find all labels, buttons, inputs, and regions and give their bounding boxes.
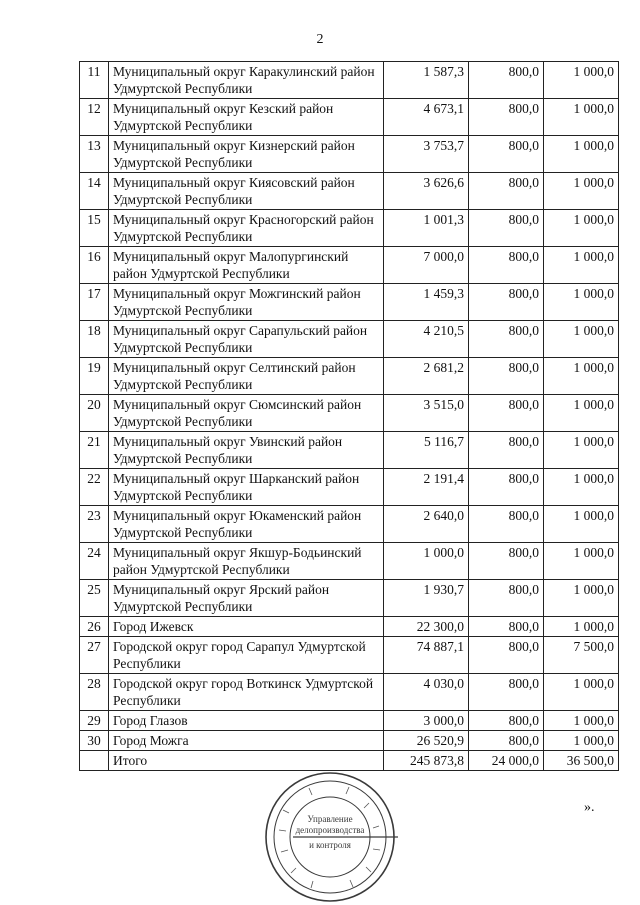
value-1-cell: 74 887,1 — [384, 637, 469, 674]
value-1-cell: 4 673,1 — [384, 99, 469, 136]
municipality-name-cell: Город Можга — [109, 731, 384, 751]
municipality-name-cell: Город Глазов — [109, 711, 384, 731]
row-number-cell: 19 — [80, 358, 109, 395]
value-2-cell: 800,0 — [469, 580, 544, 617]
table-row — [80, 62, 619, 99]
value-3-cell: 1 000,0 — [544, 358, 619, 395]
table-row — [80, 99, 619, 136]
table-row — [80, 580, 619, 617]
value-1-cell: 2 640,0 — [384, 506, 469, 543]
svg-text:Управление: Управление — [307, 814, 353, 824]
value-3-cell: 1 000,0 — [544, 247, 619, 284]
table-row — [80, 321, 619, 358]
table-row — [80, 674, 619, 711]
value-2-cell: 800,0 — [469, 247, 544, 284]
value-2-cell: 800,0 — [469, 62, 544, 99]
value-3-cell: 1 000,0 — [544, 321, 619, 358]
value-1-cell: 4 210,5 — [384, 321, 469, 358]
value-2-cell: 800,0 — [469, 395, 544, 432]
table-row — [80, 358, 619, 395]
value-2-cell: 800,0 — [469, 506, 544, 543]
municipality-name-cell: Муниципальный округ Сюмсинский район Удмуртской Республики — [109, 395, 384, 432]
row-number-cell: 25 — [80, 580, 109, 617]
table-row — [80, 543, 619, 580]
municipality-name-cell: Муниципальный округ Красногорский район Удмуртской Республики — [109, 210, 384, 247]
table-row — [80, 210, 619, 247]
table-row — [80, 395, 619, 432]
total-value-1: 245 873,8 — [384, 751, 469, 771]
row-number-cell: 16 — [80, 247, 109, 284]
value-3-cell: 1 000,0 — [544, 506, 619, 543]
value-2-cell: 800,0 — [469, 469, 544, 506]
total-number-cell — [80, 751, 109, 771]
municipality-name-cell: Муниципальный округ Шарканский район Удмуртской Республики — [109, 469, 384, 506]
value-1-cell: 4 030,0 — [384, 674, 469, 711]
table-row — [80, 247, 619, 284]
total-row — [80, 751, 619, 771]
total-label: Итого — [109, 751, 384, 771]
table-row — [80, 637, 619, 674]
value-2-cell: 800,0 — [469, 136, 544, 173]
row-number-cell: 18 — [80, 321, 109, 358]
value-1-cell: 1 587,3 — [384, 62, 469, 99]
value-3-cell: 1 000,0 — [544, 711, 619, 731]
value-1-cell: 3 000,0 — [384, 711, 469, 731]
value-1-cell: 2 191,4 — [384, 469, 469, 506]
value-1-cell: 7 000,0 — [384, 247, 469, 284]
value-3-cell: 1 000,0 — [544, 136, 619, 173]
table-row — [80, 711, 619, 731]
row-number-cell: 27 — [80, 637, 109, 674]
row-number-cell: 26 — [80, 617, 109, 637]
municipality-name-cell: Муниципальный округ Можгинский район Удмуртской Республики — [109, 284, 384, 321]
table-row — [80, 731, 619, 751]
row-number-cell: 17 — [80, 284, 109, 321]
value-1-cell: 5 116,7 — [384, 432, 469, 469]
value-2-cell: 800,0 — [469, 543, 544, 580]
total-value-3: 36 500,0 — [544, 751, 619, 771]
municipality-name-cell: Городской округ город Сарапул Удмуртской Республики — [109, 637, 384, 674]
value-1-cell: 1 459,3 — [384, 284, 469, 321]
value-3-cell: 1 000,0 — [544, 173, 619, 210]
value-2-cell: 800,0 — [469, 173, 544, 210]
row-number-cell: 29 — [80, 711, 109, 731]
value-1-cell: 26 520,9 — [384, 731, 469, 751]
row-number-cell: 23 — [80, 506, 109, 543]
page-number: 2 — [316, 32, 324, 47]
value-3-cell: 1 000,0 — [544, 674, 619, 711]
municipality-name-cell: Муниципальный округ Ярский район Удмуртской Республики — [109, 580, 384, 617]
table-row — [80, 432, 619, 469]
table-row — [80, 469, 619, 506]
row-number-cell: 11 — [80, 62, 109, 99]
value-2-cell: 800,0 — [469, 674, 544, 711]
row-number-cell: 15 — [80, 210, 109, 247]
row-number-cell: 20 — [80, 395, 109, 432]
municipality-name-cell: Муниципальный округ Сарапульский район Удмуртской Республики — [109, 321, 384, 358]
row-number-cell: 28 — [80, 674, 109, 711]
municipality-name-cell: Муниципальный округ Юкаменский район Удмуртской Республики — [109, 506, 384, 543]
municipality-name-cell: Муниципальный округ Якшур-Бодьинский район Удмуртской Республики — [109, 543, 384, 580]
value-2-cell: 800,0 — [469, 284, 544, 321]
row-number-cell: 13 — [80, 136, 109, 173]
row-number-cell: 24 — [80, 543, 109, 580]
official-stamp-seal — [263, 770, 398, 905]
municipality-name-cell: Муниципальный округ Кезский район Удмуртской Республики — [109, 99, 384, 136]
value-3-cell: 1 000,0 — [544, 617, 619, 637]
value-1-cell: 1 001,3 — [384, 210, 469, 247]
table-row — [80, 173, 619, 210]
row-number-cell: 22 — [80, 469, 109, 506]
value-2-cell: 800,0 — [469, 731, 544, 751]
value-1-cell: 1 000,0 — [384, 543, 469, 580]
row-number-cell: 14 — [80, 173, 109, 210]
value-3-cell: 1 000,0 — [544, 62, 619, 99]
value-3-cell: 7 500,0 — [544, 637, 619, 674]
value-2-cell: 800,0 — [469, 432, 544, 469]
municipality-name-cell: Муниципальный округ Киясовский район Удмуртской Республики — [109, 173, 384, 210]
value-3-cell: 1 000,0 — [544, 99, 619, 136]
value-2-cell: 800,0 — [469, 637, 544, 674]
row-number-cell: 12 — [80, 99, 109, 136]
table-row — [80, 506, 619, 543]
value-1-cell: 1 930,7 — [384, 580, 469, 617]
allocation-table — [79, 61, 619, 771]
table-row — [80, 284, 619, 321]
row-number-cell: 21 — [80, 432, 109, 469]
value-3-cell: 1 000,0 — [544, 469, 619, 506]
value-3-cell: 1 000,0 — [544, 731, 619, 751]
value-1-cell: 3 753,7 — [384, 136, 469, 173]
table-body — [80, 62, 619, 751]
value-3-cell: 1 000,0 — [544, 543, 619, 580]
municipality-name-cell: Муниципальный округ Увинский район Удмуртской Республики — [109, 432, 384, 469]
value-3-cell: 1 000,0 — [544, 432, 619, 469]
municipality-name-cell: Муниципальный округ Каракулинский район Удмуртской Республики — [109, 62, 384, 99]
value-3-cell: 1 000,0 — [544, 284, 619, 321]
table-row — [80, 617, 619, 637]
value-3-cell: 1 000,0 — [544, 395, 619, 432]
municipality-name-cell: Муниципальный округ Малопургинский район Удмуртской Республики — [109, 247, 384, 284]
value-3-cell: 1 000,0 — [544, 210, 619, 247]
municipality-name-cell: Город Ижевск — [109, 617, 384, 637]
value-2-cell: 800,0 — [469, 99, 544, 136]
value-3-cell: 1 000,0 — [544, 580, 619, 617]
municipality-name-cell: Муниципальный округ Селтинский район Удмуртской Республики — [109, 358, 384, 395]
total-value-2: 24 000,0 — [469, 751, 544, 771]
closing-quote-mark: ». — [584, 800, 595, 815]
table-row — [80, 136, 619, 173]
value-1-cell: 2 681,2 — [384, 358, 469, 395]
value-2-cell: 800,0 — [469, 711, 544, 731]
value-1-cell: 22 300,0 — [384, 617, 469, 637]
row-number-cell: 30 — [80, 731, 109, 751]
svg-text:делопроизводства: делопроизводства — [295, 825, 365, 835]
value-2-cell: 800,0 — [469, 210, 544, 247]
value-2-cell: 800,0 — [469, 358, 544, 395]
value-1-cell: 3 626,6 — [384, 173, 469, 210]
value-2-cell: 800,0 — [469, 321, 544, 358]
value-1-cell: 3 515,0 — [384, 395, 469, 432]
svg-text:и контроля: и контроля — [309, 840, 351, 850]
municipality-name-cell: Городской округ город Воткинск Удмуртской Республики — [109, 674, 384, 711]
municipality-name-cell: Муниципальный округ Кизнерский район Удмуртской Республики — [109, 136, 384, 173]
value-2-cell: 800,0 — [469, 617, 544, 637]
